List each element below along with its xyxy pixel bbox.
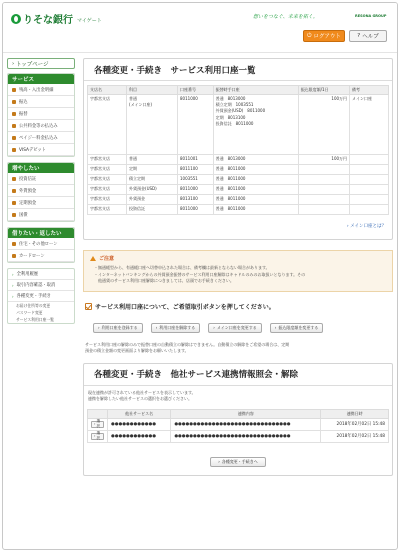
menu-item-icon — [12, 242, 16, 246]
chevron-right-icon: › — [12, 60, 16, 67]
table-row — [88, 165, 389, 175]
cell-branch: 宇都宮支店 — [88, 205, 127, 215]
chevron-right-icon: › — [346, 224, 351, 229]
cell-select — [88, 430, 108, 442]
select-label: 選択 — [96, 431, 101, 440]
top-page-label: トップページ — [15, 61, 49, 68]
sidebar-subitem-1[interactable]: パスワード変更 — [16, 309, 43, 315]
menu-item-icon — [12, 213, 16, 217]
service-title: サービス — [8, 74, 74, 84]
cell-type-text: 普通 — [129, 96, 138, 101]
cell-note — [350, 175, 389, 185]
ext-paragraph — [88, 390, 392, 403]
info-paragraph — [83, 342, 393, 355]
cell-content: ●●●●●●●●●●●●●●●●●●●●●●●●●●●●●●● — [171, 418, 321, 430]
para-line: 現在連携が許可されている他社サービスを表示しています。 — [88, 389, 196, 395]
cell-branch: 宇都宮支店 — [88, 195, 127, 205]
cell-type: 積立定期 — [127, 175, 178, 185]
sidebar-link-label: 取引内容確認・取消 — [16, 283, 56, 288]
cell-number: 8013100 — [178, 195, 214, 205]
cell-service-name: ●●●●●●●●●●●● — [108, 418, 171, 430]
action-button-0[interactable] — [93, 323, 143, 333]
notice-title-text: ご注意 — [99, 256, 115, 262]
select-label: 選択 — [96, 419, 101, 428]
transfer-line: 積立定期 1003551 — [215, 102, 254, 108]
chevron-right-icon: › — [12, 293, 14, 299]
external-service-panel — [83, 363, 393, 476]
ext-table — [87, 409, 389, 443]
borrow-title: 借りたい・返したい — [8, 228, 74, 238]
lock-icon: ⏻ — [307, 32, 312, 39]
chevron-right-icon: › — [218, 459, 220, 464]
cell-content: ●●●●●●●●●●●●●●●●●●●●●●●●●●●●●●● — [171, 430, 321, 442]
cell-branch: 宇都宮支店 — [88, 175, 127, 185]
sidebar-item-label: カードローン — [19, 253, 45, 259]
sidebar-item-service-0[interactable] — [8, 84, 74, 96]
cell-number: 1003551 — [178, 175, 214, 185]
ext-row — [88, 430, 389, 442]
select-button[interactable] — [91, 433, 104, 440]
transfer-line: 外貨預金(USD) 8011000 — [215, 108, 266, 114]
column-header: 備考 — [350, 86, 389, 95]
sidebar-subitem-2[interactable]: サービス利用口座一覧 — [16, 316, 54, 322]
menu-item-icon — [12, 124, 16, 128]
cell-select — [88, 418, 108, 430]
para-line: 連携を解除したい他社サービスの選択をお選びください。 — [88, 396, 192, 401]
table-row — [88, 185, 389, 195]
page-title: 各種変更・手続き サービス利用口座一覧 — [84, 59, 392, 81]
links-group — [7, 268, 75, 324]
logout-button[interactable] — [303, 30, 345, 42]
menu-item-icon — [12, 177, 16, 181]
sidebar-link-2[interactable] — [8, 291, 74, 302]
sidebar-item-label: ペイジー料金払込み — [19, 135, 58, 141]
sidebar-item-label: 投資信託 — [19, 176, 37, 182]
cell-transfer: 普通 8011000 — [213, 175, 298, 185]
cell-limit — [298, 205, 349, 215]
column-header: 連携日時 — [321, 409, 389, 418]
account-list-panel — [83, 58, 393, 240]
menu-item-icon — [12, 254, 16, 258]
action-button-1[interactable] — [151, 323, 201, 333]
column-header: 口座番号 — [178, 86, 214, 95]
menu-item-icon — [12, 189, 16, 193]
chevron-right-icon: › — [12, 282, 14, 288]
header — [3, 3, 397, 53]
cell-type: 投資信託 — [127, 205, 178, 215]
action-button-label: 利用口座を登録する — [101, 324, 138, 330]
column-header: 連携内容 — [171, 409, 321, 418]
main-account-link-label: メイン口座とは？ — [350, 224, 386, 229]
cell-limit — [298, 165, 349, 175]
section-label — [85, 302, 393, 311]
notice-line: 他通貨のサービス利用口座解除につきましては、店頭でお手続きください。 — [94, 278, 234, 283]
help-label: ヘルプ — [362, 34, 379, 40]
logout-label: ログアウト — [313, 34, 341, 40]
cell-limit — [298, 185, 349, 195]
borrow-group — [7, 227, 75, 263]
para-line: サービス利用口座の解除のみで振替口座の自動積立の解除はできません。自動積立の解除をご希望の場合は、定期 — [85, 341, 290, 347]
cell-type — [127, 95, 178, 155]
table-row — [88, 175, 389, 185]
cell-number: 8011100 — [178, 165, 214, 175]
sidebar-item-label: 公共料金等の払込み — [19, 123, 58, 129]
cell-type: 普通 — [127, 155, 178, 165]
cell-branch: 宇都宮支店 — [88, 185, 127, 195]
sidebar-item-borrow-1[interactable] — [8, 250, 74, 262]
sidebar-item-label: 住宅・その他ローン — [19, 241, 58, 247]
help-icon: ? — [357, 33, 361, 39]
account-table — [87, 85, 389, 215]
transfer-line: 普通 8013000 — [215, 96, 246, 101]
slogan: 想いをつなぐ、未来を拓く。 — [253, 14, 318, 20]
notice-title — [90, 255, 386, 262]
sidebar-item-service-1[interactable] — [8, 96, 74, 108]
action-button-label: 利用口座を解除する — [159, 324, 196, 330]
cell-transfer: 普通 8013000 — [213, 155, 298, 165]
cell-transfer: 普通 8011000 — [213, 165, 298, 175]
back-label: 各種変更・手続きへ — [221, 458, 258, 464]
cell-transfer: 普通 8011000 — [213, 205, 298, 215]
group-logo: RESONA GROUP — [355, 14, 387, 18]
cell-number: 8011000 — [178, 185, 214, 195]
action-button-label: 振込限度額を変更する — [278, 324, 319, 330]
section-label-text: サービス利用口座について、ご希望取引ボタンを押してください。 — [95, 303, 275, 311]
sidebar-item-borrow-0[interactable] — [8, 238, 74, 250]
chevron-right-icon: › — [274, 325, 277, 330]
cell-type: 外貨預金 — [127, 195, 178, 205]
back-to-procedures-button[interactable] — [210, 457, 266, 467]
grow-title: 増やしたい — [8, 163, 74, 173]
warning-icon — [90, 256, 96, 261]
menu-item-icon — [12, 88, 16, 92]
column-header: 他社サービス名 — [108, 409, 171, 418]
ext-table-header — [88, 409, 389, 418]
sidebar-item-label: 残高・入出金明細 — [19, 87, 54, 93]
logo-text: りそな銀行 — [23, 15, 73, 26]
sidebar — [7, 58, 75, 329]
cell-note — [350, 195, 389, 205]
chevron-right-icon: › — [94, 422, 96, 426]
transfer-line: 定期 8013100 — [215, 114, 246, 120]
sidebar-item-grow-1[interactable] — [8, 185, 74, 197]
chevron-right-icon: › — [98, 325, 100, 330]
table-row — [88, 95, 389, 155]
main-content — [83, 58, 393, 476]
cell-limit: 100万円 — [298, 95, 349, 155]
transfer-line: 投資信託 8011000 — [215, 120, 254, 126]
action-buttons — [83, 323, 393, 333]
sidebar-item-service-3[interactable] — [8, 120, 74, 132]
cell-transfer — [213, 95, 298, 155]
sidebar-item-grow-2[interactable] — [8, 197, 74, 209]
help-button[interactable] — [349, 30, 387, 42]
ext-row — [88, 418, 389, 430]
cell-note: メイン口座 — [350, 95, 389, 155]
cell-limit: 100万円 — [298, 155, 349, 165]
sidebar-item-label: 振替 — [19, 111, 28, 117]
cell-number: 8011000 — [178, 95, 214, 155]
sidebar-item-label: VISAデビット — [19, 147, 46, 153]
chevron-right-icon: › — [155, 325, 158, 330]
chevron-right-icon: › — [94, 434, 96, 438]
cell-note — [350, 185, 389, 195]
cell-date: 2018年02月02日 15:48 — [321, 418, 389, 430]
select-button[interactable] — [91, 421, 104, 428]
action-button-3[interactable] — [270, 323, 324, 333]
cell-branch: 宇都宮支店 — [88, 95, 127, 155]
sidebar-link-0[interactable] — [8, 269, 74, 280]
grow-group — [7, 162, 75, 222]
sidebar-item-service-4[interactable] — [8, 132, 74, 144]
sidebar-subitem-0[interactable]: お届け住所等の変更 — [16, 302, 51, 308]
cell-transfer: 普通 8011000 — [213, 185, 298, 195]
column-header: 振込限度額/1日 — [298, 86, 349, 95]
sidebar-item-service-2[interactable] — [8, 108, 74, 120]
logo-sub: マイゲート — [77, 17, 102, 24]
cell-type-note: (メイン口座) — [129, 102, 153, 108]
cell-branch: 宇都宮支店 — [88, 165, 127, 175]
menu-item-icon — [12, 112, 16, 116]
sidebar-item-label: 外貨預金 — [19, 188, 37, 194]
para-line: 預金の積立金額の変更画面より解除をお願いいたします。 — [85, 348, 189, 353]
cell-type: 外貨預金(USD) — [127, 185, 178, 195]
sidebar-item-grow-0[interactable] — [8, 173, 74, 185]
action-button-label: メイン口座を変更する — [216, 324, 257, 330]
column-header: 支店名 — [88, 86, 127, 95]
cell-branch: 宇都宮支店 — [88, 155, 127, 165]
cell-note — [350, 205, 389, 215]
sidebar-item-service-5[interactable] — [8, 144, 74, 156]
notice-line: ・無通帳型から、有通帳口座へ切替申込された場合は、備考欄は最新とならない場合があります。 — [94, 265, 270, 270]
menu-item-icon — [12, 148, 16, 152]
table-row — [88, 205, 389, 215]
sidebar-link-label: 各種変更・手続き — [16, 294, 51, 299]
sidebar-item-grow-3[interactable] — [8, 209, 74, 221]
sidebar-item-label: 定期預金 — [19, 200, 37, 206]
column-header: 振替時手口座 — [213, 86, 298, 95]
table-row — [88, 195, 389, 205]
menu-item-icon — [12, 201, 16, 205]
sidebar-top-page[interactable] — [7, 58, 75, 69]
table-row — [88, 155, 389, 165]
cell-number: 8011000 — [178, 205, 214, 215]
cell-limit — [298, 175, 349, 185]
menu-item-icon — [12, 136, 16, 140]
cell-transfer: 普通 8011000 — [213, 195, 298, 205]
column-header: 科目 — [127, 86, 178, 95]
resona-logo[interactable] — [11, 11, 102, 26]
cell-service-name: ●●●●●●●●●●●● — [108, 430, 171, 442]
sidebar-item-label: 国債 — [19, 212, 28, 218]
cell-date: 2018年02月02日 15:48 — [321, 430, 389, 442]
menu-item-icon — [12, 100, 16, 104]
main-account-link[interactable] — [84, 223, 386, 229]
cell-note — [350, 155, 389, 165]
service-group — [7, 73, 75, 157]
cell-number: 8011001 — [178, 155, 214, 165]
action-button-2[interactable] — [208, 323, 262, 333]
check-icon — [85, 303, 92, 310]
ext-title: 各種変更・手続き 他社サービス連携情報照会・解除 — [84, 364, 392, 386]
sidebar-link-label: 全利用履歴 — [16, 272, 39, 277]
notice-box — [83, 250, 393, 292]
cell-limit — [298, 195, 349, 205]
sidebar-link-1[interactable] — [8, 280, 74, 291]
chevron-right-icon: › — [213, 325, 215, 330]
notice-line: ・インターネットバンキングからの外貨預金振替のサービス利用口座解除はキャドルのみのお取扱いとなります。その — [94, 271, 306, 277]
column-header-select — [88, 409, 108, 418]
cell-note — [350, 165, 389, 175]
table-header — [88, 86, 389, 95]
sidebar-item-label: 振込 — [19, 99, 28, 105]
chevron-right-icon: › — [12, 271, 14, 277]
cell-type: 定期 — [127, 165, 178, 175]
window-frame — [2, 2, 398, 550]
resona-mark-icon — [11, 14, 21, 24]
